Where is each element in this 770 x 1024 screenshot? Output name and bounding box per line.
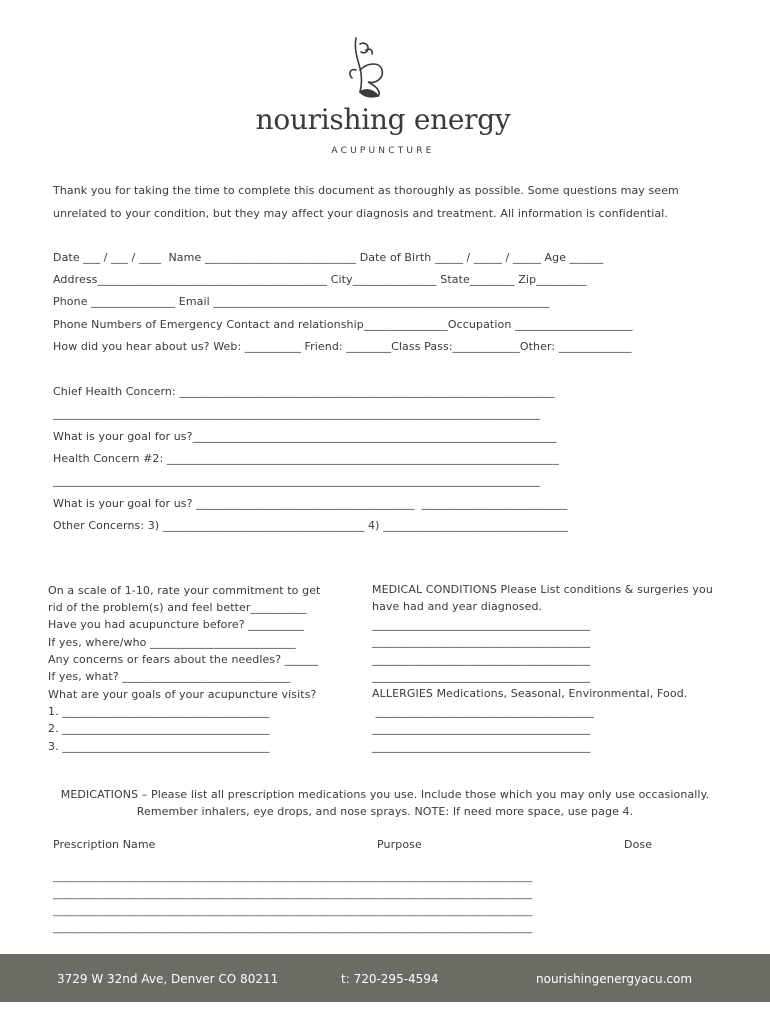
other-concerns-field[interactable]: Other Concerns: 3) ____________________________________ 4) _________________________________ [53, 519, 568, 532]
acupuncture-goal-2-field[interactable]: 2. _____________________________________ [48, 722, 270, 735]
acupuncture-goals-question: What are your goals of your acupuncture visits? [48, 688, 317, 701]
footer-address: 3729 W 32nd Ave, Denver CO 80211 [57, 972, 279, 986]
patient-info-row-emergency-contact[interactable]: Phone Numbers of Emergency Contact and relationship_______________Occupation _____________________ [53, 318, 633, 331]
allergy-field[interactable]: _______________________________________ [372, 705, 594, 718]
patient-info-row-phone-email[interactable]: Phone _______________ Email ____________________________________________________________ [53, 295, 550, 308]
column-header-purpose: Purpose [377, 838, 422, 851]
medical-condition-field[interactable]: _______________________________________ [372, 618, 591, 631]
chief-concern-field[interactable]: Chief Health Concern: ___________________________________________________________________ [53, 385, 555, 398]
patient-info-row-referral[interactable]: How did you hear about us? Web: __________ Friend: ________Class Pass:____________Other: _____________ [53, 340, 632, 353]
medication-row-field[interactable]: ______________________________________________________________________________________________ [53, 872, 533, 883]
botanical-sprig-logo-icon [338, 34, 398, 100]
column-header-prescription-name: Prescription Name [53, 838, 156, 851]
health-concern-2-field[interactable]: Health Concern #2: ______________________________________________________________________ [53, 452, 559, 465]
commitment-question: On a scale of 1-10, rate your commitment to get [48, 584, 321, 597]
footer-bar [0, 954, 770, 1002]
health-concern-2-continuation[interactable]: _______________________________________________________________________________________ [53, 474, 541, 487]
medications-note-line-2: Remember inhalers, eye drops, and nose sprays. NOTE: If need more space, use page 4. [136, 805, 634, 818]
column-header-dose: Dose [624, 838, 653, 851]
medical-condition-field[interactable]: _______________________________________ [372, 670, 591, 683]
medication-row-field[interactable]: ______________________________________________________________________________________________ [53, 889, 533, 900]
allergies-heading: ALLERGIES Medications, Seasonal, Environmental, Food. [372, 687, 688, 700]
brand-name: nourishing energy [255, 103, 511, 136]
medications-note-line-1: MEDICATIONS – Please list all prescription medications you use. Include those which you may only use occasionally. [60, 788, 710, 801]
medical-condition-field[interactable]: _______________________________________ [372, 653, 591, 666]
footer-phone: t: 720-295-4594 [341, 972, 439, 986]
allergy-field[interactable]: _______________________________________ [372, 722, 591, 735]
medical-condition-field[interactable]: _______________________________________ [372, 635, 591, 648]
allergy-field[interactable]: _______________________________________ [372, 740, 591, 753]
acupuncture-goal-3-field[interactable]: 3. _____________________________________ [48, 740, 270, 753]
needle-concerns-detail-field[interactable]: If yes, what? ______________________________ [48, 670, 291, 683]
acupuncture-before-field[interactable]: Have you had acupuncture before? __________ [48, 618, 305, 631]
medication-row-field[interactable]: ______________________________________________________________________________________________ [53, 923, 533, 934]
goal-field-1[interactable]: What is your goal for us?_________________________________________________________________ [53, 430, 557, 443]
intro-line-1: Thank you for taking the time to complete this document as thoroughly as possible. Some questions may seem [53, 184, 679, 197]
intro-line-2: unrelated to your condition, but they may affect your diagnosis and treatment. All information is confidential. [53, 207, 669, 220]
goal-field-2[interactable]: What is your goal for us? _______________________________________ __________________________ [53, 497, 568, 510]
commitment-field[interactable]: rid of the problem(s) and feel better__________ [48, 601, 307, 614]
acupuncture-goal-1-field[interactable]: 1. _____________________________________ [48, 705, 270, 718]
chief-concern-continuation[interactable]: _______________________________________________________________________________________ [53, 407, 541, 420]
patient-info-row-address[interactable]: Address_________________________________________ City_______________ State________ Zip_________ [53, 273, 587, 286]
brand-subtitle: ACUPUNCTURE [331, 146, 435, 156]
medical-conditions-heading-2: have had and year diagnosed. [372, 600, 543, 613]
patient-info-row-date-name[interactable]: Date ___ / ___ / ____ Name ___________________________ Date of Birth _____ / _____ / _____ Age ______ [53, 251, 604, 264]
medical-conditions-heading-1: MEDICAL CONDITIONS Please List conditions & surgeries you [372, 583, 713, 596]
medication-row-field[interactable]: ______________________________________________________________________________________________ [53, 906, 533, 917]
where-who-field[interactable]: If yes, where/who __________________________ [48, 636, 296, 649]
needle-concerns-field[interactable]: Any concerns or fears about the needles? ______ [48, 653, 319, 666]
footer-website-link[interactable]: nourishingenergyacu.com [536, 972, 693, 986]
